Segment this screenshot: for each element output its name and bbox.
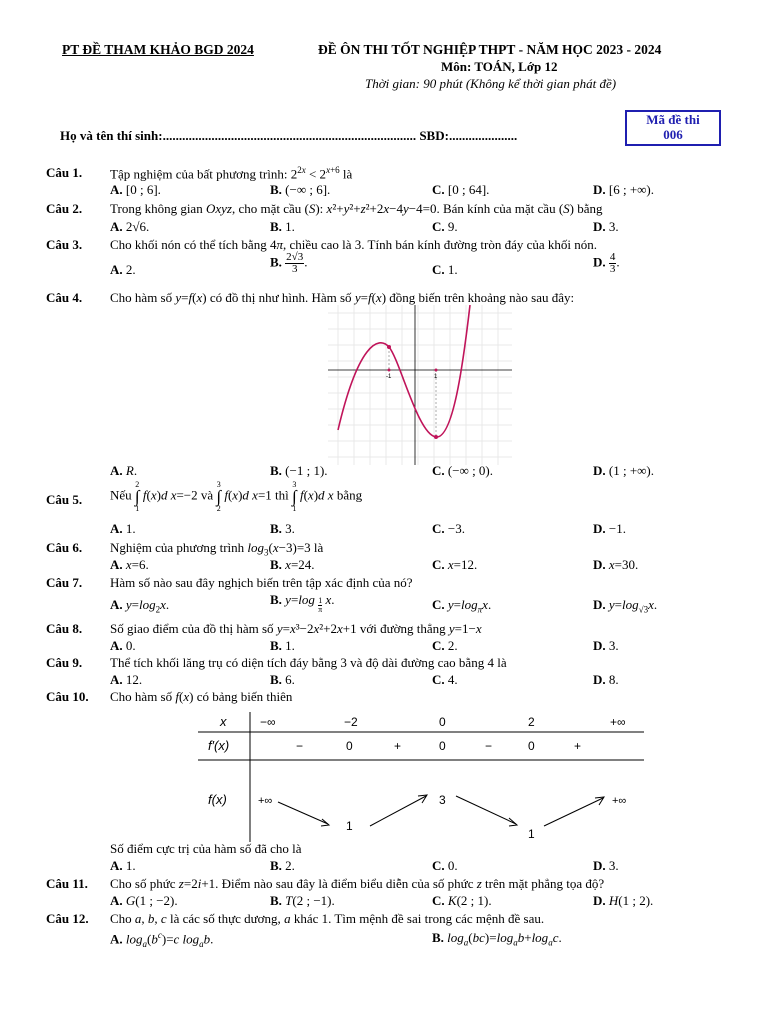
q7-text: Hàm số nào sau đây nghịch biến trên tập xác định của nó? xyxy=(110,575,413,590)
q6-label: Câu 6. xyxy=(46,540,83,555)
q5-option-c[interactable]: C. −3. xyxy=(432,521,465,536)
q1-option-d[interactable]: D. [6 ; +∞). xyxy=(593,182,655,197)
q3-option-a[interactable]: A. 2. xyxy=(110,262,136,277)
vt-f-val-3: 3 xyxy=(439,793,446,807)
q5-label: Câu 5. xyxy=(46,492,83,507)
exam-code: 006 xyxy=(663,127,683,142)
q3-option-c[interactable]: C. 1. xyxy=(432,262,458,277)
q2-label: Câu 2. xyxy=(46,201,83,216)
student-info-line: Họ và tên thí sinh:.............................................................................. SBD:..................... xyxy=(60,128,518,143)
vt-x-pos-inf: +∞ xyxy=(610,715,626,729)
q9-option-c[interactable]: C. 4. xyxy=(432,672,458,687)
q4-option-d[interactable]: D. (1 ; +∞). xyxy=(593,463,655,478)
q10-option-d[interactable]: D. 3. xyxy=(593,858,619,873)
q8-text: Số giao điểm của đồ thị hàm số y=x³−2x²+2x+1 với đường thẳng y=1−x xyxy=(110,621,482,636)
q6-option-c[interactable]: C. x=12. xyxy=(432,557,478,572)
q10-option-a[interactable]: A. 1. xyxy=(110,858,136,873)
q9-option-a[interactable]: A. 12. xyxy=(110,672,143,687)
vt-f-val-4: 1 xyxy=(528,827,535,841)
variation-table xyxy=(198,712,644,842)
vt-x-2: 2 xyxy=(528,715,535,729)
q12-option-a[interactable]: A. $\log_a(b^c)=c$ $\log_ab$. xyxy=(110,930,214,949)
q7-label: Câu 7. xyxy=(46,575,83,590)
q11-option-a[interactable]: A. G(1 ; −2). xyxy=(110,893,178,908)
tick-label-neg1: -1 xyxy=(386,374,392,380)
q4-label: Câu 4. xyxy=(46,290,83,305)
vt-f-val-5: +∞ xyxy=(612,795,627,807)
q4-option-b[interactable]: B. (−1 ; 1). xyxy=(270,463,328,478)
q5-option-a[interactable]: A. 1. xyxy=(110,521,136,536)
q8-option-d[interactable]: D. 3. xyxy=(593,638,619,653)
vt-dx-label: f′(x) xyxy=(208,738,230,753)
q1-text: Tập nghiệm của bất phương trình: $2^{2x} < 2^{x+6}$ là xyxy=(110,165,353,182)
q9-option-b[interactable]: B. 6. xyxy=(270,672,295,687)
q9-text: Thể tích khối lăng trụ có diện tích đáy bằng 3 và độ dài đường cao bằng 4 là xyxy=(110,655,507,670)
q7-option-b[interactable]: B. y=log $\frac{1}{\pi}$ x. xyxy=(270,592,335,614)
q7-option-c[interactable]: C. $y=\log_\pi x$. xyxy=(432,597,492,615)
q12-option-b[interactable]: B. $\log_a(bc)=\log_ab+\log_ac$. xyxy=(432,930,562,948)
q8-option-b[interactable]: B. 1. xyxy=(270,638,295,653)
q3-label: Câu 3. xyxy=(46,237,83,252)
vt-sign-6: 0 xyxy=(528,739,535,753)
q2-option-c[interactable]: C. 9. xyxy=(432,219,458,234)
vt-x-0: 0 xyxy=(439,715,446,729)
q8-option-a[interactable]: A. 0. xyxy=(110,638,136,653)
q6-option-a[interactable]: A. x=6. xyxy=(110,557,149,572)
vt-x-label: x xyxy=(220,714,227,729)
tick-label-1: 1 xyxy=(434,374,438,380)
q9-option-d[interactable]: D. 8. xyxy=(593,672,619,687)
q4-option-a[interactable]: A. R. xyxy=(110,463,138,478)
q7-option-d[interactable]: D. $y=\log_{√3}x$. xyxy=(593,597,658,615)
q1-option-c[interactable]: C. [0 ; 64]. xyxy=(432,182,490,197)
q3-option-b[interactable]: B. $\frac{2√3}{3}$ . xyxy=(270,251,308,275)
graph-grid xyxy=(328,305,512,465)
q10-label: Câu 10. xyxy=(46,689,89,704)
q10-text: Cho hàm số f(x) có bảng biến thiên xyxy=(110,689,293,704)
exam-title: ĐỀ ÔN THI TỐT NGHIỆP THPT - NĂM HỌC 2023 - 2024 xyxy=(318,42,662,57)
q6-option-b[interactable]: B. x=24. xyxy=(270,557,315,572)
vt-x-neg-inf: −∞ xyxy=(260,715,276,729)
q7-option-a[interactable]: A. $y=\log_2x$. xyxy=(110,597,170,615)
q8-label: Câu 8. xyxy=(46,621,83,636)
q2-option-a[interactable]: A. 2√6. xyxy=(110,219,150,234)
q11-option-d[interactable]: D. H(1 ; 2). xyxy=(593,893,654,908)
q1-option-a[interactable]: A. [0 ; 6]. xyxy=(110,182,161,197)
q6-option-d[interactable]: D. x=30. xyxy=(593,557,639,572)
function-graph xyxy=(328,305,512,465)
time-line: Thời gian: 90 phút (Không kể thời gian phát đề) xyxy=(365,76,617,91)
vt-sign-2: 0 xyxy=(346,739,353,753)
exam-code-box xyxy=(625,110,721,146)
q11-label: Câu 11. xyxy=(46,876,88,891)
vt-f-label: f(x) xyxy=(208,792,227,807)
q11-text: Cho số phức z=2i+1. Điểm nào sau đây là điểm biểu diễn của số phức z trên mặt phẳng tọa độ? xyxy=(110,876,605,891)
subject-line: Môn: TOÁN, Lớp 12 xyxy=(441,59,558,74)
q5-option-d[interactable]: D. −1. xyxy=(593,521,626,536)
school-title: PT ĐỀ THAM KHẢO BGD 2024 xyxy=(62,42,254,57)
q12-label: Câu 12. xyxy=(46,911,89,926)
q3-option-d[interactable]: D. $\frac{4}{3}$ . xyxy=(593,251,620,275)
vt-sign-3: + xyxy=(394,739,402,753)
q9-label: Câu 9. xyxy=(46,655,83,670)
local-max-point xyxy=(387,345,391,349)
vt-f-val-1: +∞ xyxy=(258,795,273,807)
vt-x-neg2: −2 xyxy=(344,715,358,729)
q1-option-b[interactable]: B. (−∞ ; 6]. xyxy=(270,182,331,197)
q10-option-b[interactable]: B. 2. xyxy=(270,858,295,873)
q4-text: Cho hàm số y=f(x) có đồ thị như hình. Hàm số y=f(x) đồng biến trên khoảng nào sau đây: xyxy=(110,290,575,305)
q10-option-c[interactable]: C. 0. xyxy=(432,858,458,873)
vt-sign-5: − xyxy=(485,739,493,753)
q6-text: Nghiệm của phương trình $\log_3(x-3)=3$ là xyxy=(110,540,324,558)
vt-sign-4: 0 xyxy=(439,739,446,753)
q11-option-c[interactable]: C. K(2 ; 1). xyxy=(432,893,492,908)
vt-f-val-2: 1 xyxy=(346,819,353,833)
q1-label: Câu 1. xyxy=(46,165,83,180)
vt-sign-7: + xyxy=(574,739,582,753)
q8-option-c[interactable]: C. 2. xyxy=(432,638,458,653)
local-min-point xyxy=(434,435,438,439)
exam-code-label: Mã đề thi xyxy=(646,112,700,127)
q2-option-d[interactable]: D. 3. xyxy=(593,219,619,234)
q10-after-text: Số điểm cực trị của hàm số đã cho là xyxy=(110,841,302,856)
vt-sign-1: − xyxy=(296,739,304,753)
q2-text: Trong không gian Oxyz, cho mặt cầu (S): x²+y²+z²+2x−4y−4=0. Bán kính của mặt cầu (S) bằng xyxy=(110,201,603,216)
q11-option-b[interactable]: B. T(2 ; −1). xyxy=(270,893,335,908)
q2-option-b[interactable]: B. 1. xyxy=(270,219,295,234)
q12-text: Cho a, b, c là các số thực dương, a khác 1. Tìm mệnh đề sai trong các mệnh đề sau. xyxy=(110,911,545,926)
q4-option-c[interactable]: C. (−∞ ; 0). xyxy=(432,463,494,478)
q3-text: Cho khối nón có thể tích bằng 4π, chiều cao là 3. Tính bán kính đường tròn đáy của khối nón. xyxy=(110,237,598,252)
q5-option-b[interactable]: B. 3. xyxy=(270,521,295,536)
q5-text: Nếu 2 ∫ 1 f(x)d x=−2 và 3 ∫ 2 f(x)d x=1 thì 3 ∫ 1 f(x)d x bằng xyxy=(110,480,363,513)
